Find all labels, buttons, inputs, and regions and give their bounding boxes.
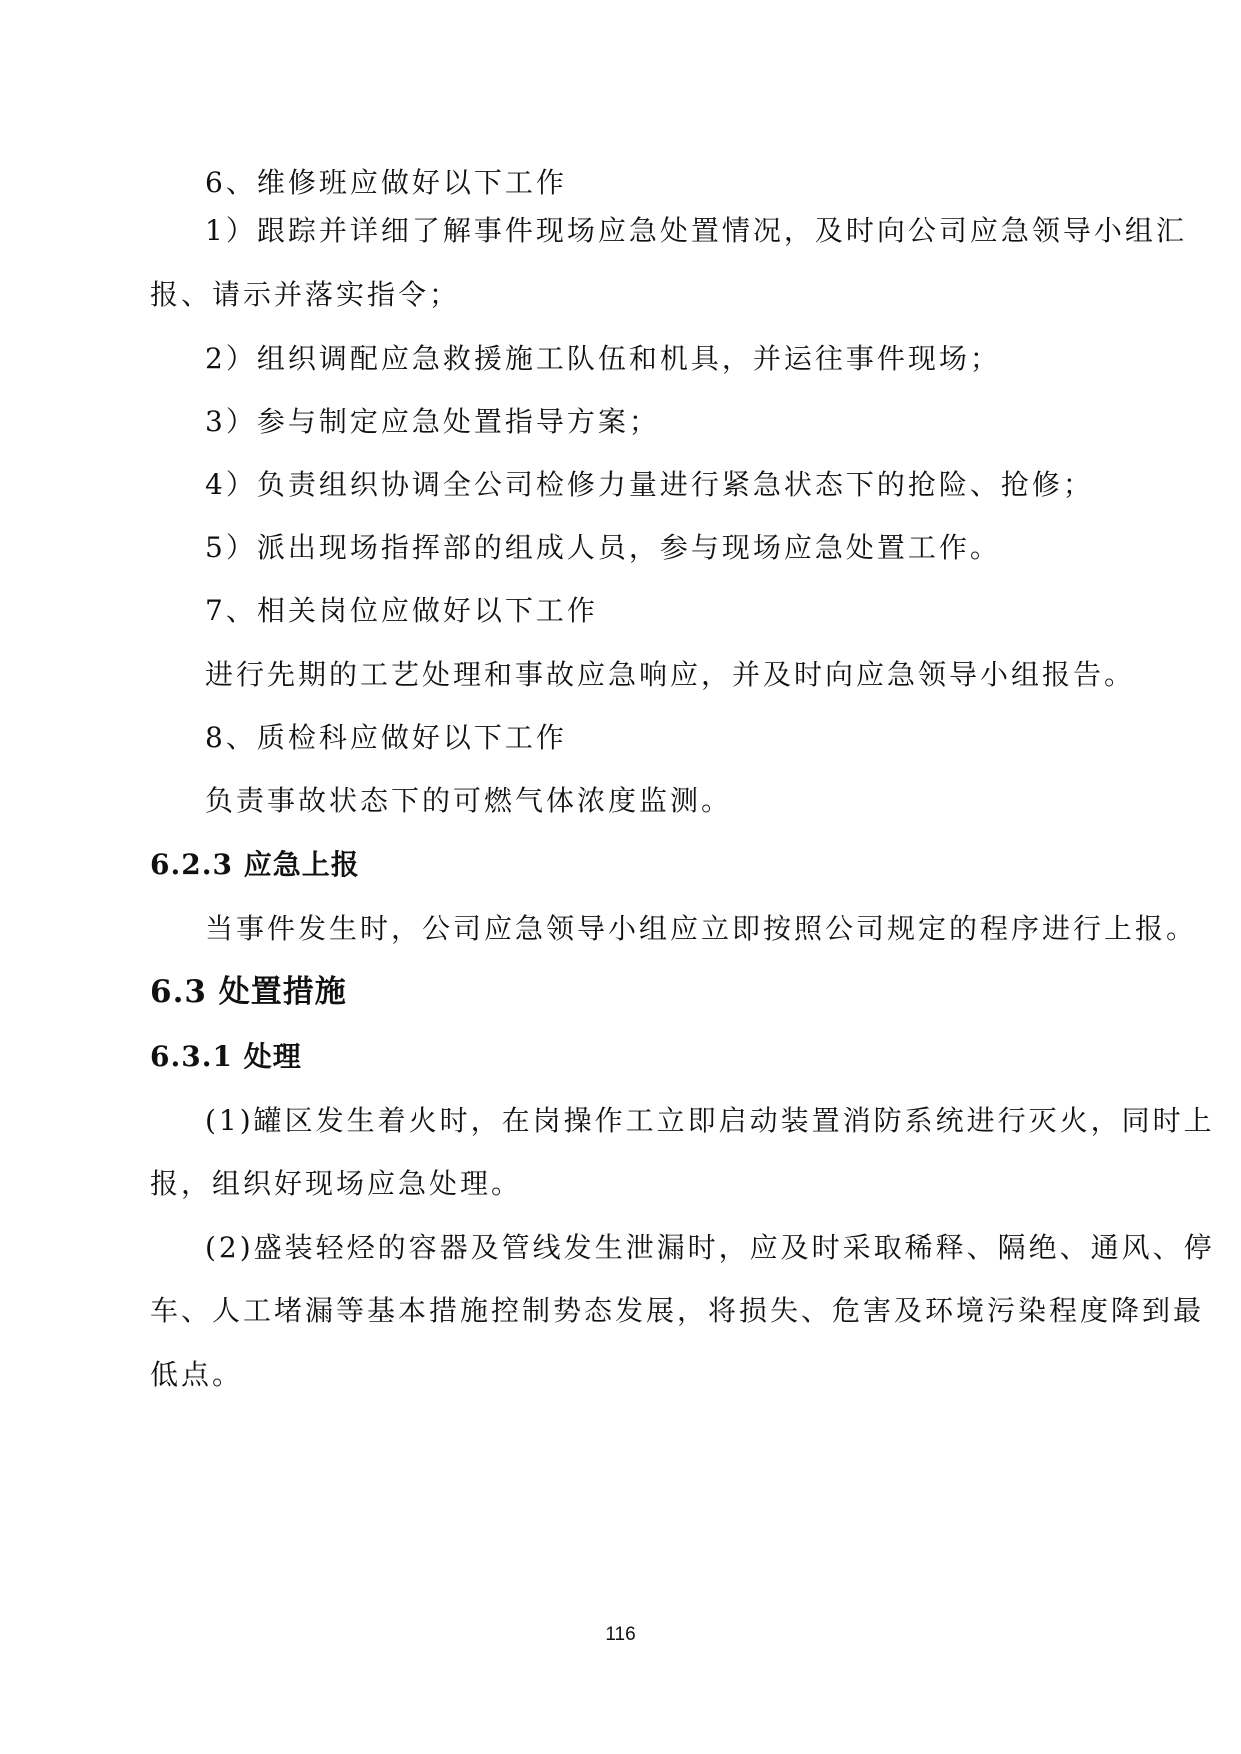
paragraph-1-line1: (1)罐区发生着火时，在岗操作工立即启动装置消防系统进行灭火，同时上 [205,1104,1215,1137]
item-6-1-line1: 1）跟踪并详细了解事件现场应急处置情况，及时向公司应急领导小组汇 [205,214,1187,247]
paragraph-1-line2: 报，组织好现场应急处理。 [150,1167,523,1200]
item-6-1-line2: 报、请示并落实指令； [150,278,461,311]
paragraph-2-line2: 车、人工堵漏等基本措施控制势态发展，将损失、危害及环境污染程度降到最 [150,1294,1205,1327]
paragraph-2-line3: 低点。 [150,1358,244,1391]
heading-6-3: 6.3 处置措施 [150,974,347,1010]
item-6-2: 2）组织调配应急救援施工队伍和机具，并运往事件现场； [205,342,1001,375]
page-number: 116 [605,1624,636,1645]
paragraph-2-line1: (2)盛装轻烃的容器及管线发生泄漏时，应及时采取稀释、隔绝、通风、停 [205,1231,1215,1264]
item-8-text: 负责事故状态下的可燃气体浓度监测。 [205,784,733,817]
item-7-title: 7、相关岗位应做好以下工作 [205,594,598,627]
item-8-title: 8、质检科应做好以下工作 [205,721,567,754]
item-6-4: 4）负责组织协调全公司检修力量进行紧急状态下的抢险、抢修； [205,468,1094,501]
heading-6-2-3: 6.2.3 应急上报 [150,848,360,881]
heading-6-3-1: 6.3.1 处理 [150,1040,302,1073]
paragraph-6-2-3: 当事件发生时，公司应急领导小组应立即按照公司规定的程序进行上报。 [205,912,1198,945]
item-6-title: 6、维修班应做好以下工作 [205,166,567,199]
item-7-text: 进行先期的工艺处理和事故应急响应，并及时向应急领导小组报告。 [205,658,1136,691]
item-6-3: 3）参与制定应急处置指导方案； [205,405,660,438]
item-6-5: 5）派出现场指挥部的组成人员，参与现场应急处置工作。 [205,531,1001,564]
